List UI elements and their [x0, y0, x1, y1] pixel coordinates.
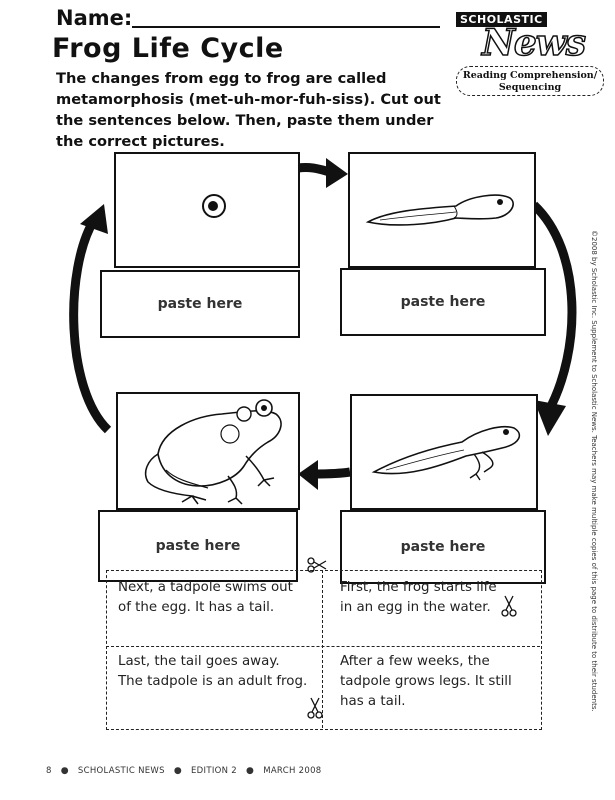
- tadpole-with-legs-icon: [352, 396, 536, 508]
- sentence-line: The tadpole is an adult frog.: [118, 674, 308, 689]
- instructions: The changes from egg to frog are called metamorphosis (met-uh-mor-fuh-siss). Cut out the sentences below. Then, paste them under the correct pictures.: [56, 70, 441, 150]
- badge-line-1: Reading Comprehension/: [462, 70, 598, 81]
- sentence-strip-4[interactable]: [340, 652, 512, 712]
- scissors-icon: [306, 696, 324, 720]
- paste-box-2[interactable]: paste here: [340, 268, 546, 336]
- picture-box-egg: [114, 152, 300, 268]
- frog-icon: [118, 394, 298, 508]
- page-title: Frog Life Cycle: [52, 33, 284, 64]
- paste-box-1[interactable]: paste here: [100, 270, 300, 338]
- picture-box-tadpole-legs: [350, 394, 538, 510]
- name-label: Name:: [56, 6, 133, 30]
- footer-edition: EDITION 2: [191, 766, 237, 776]
- sentence-line: in an egg in the water.: [340, 600, 491, 615]
- sentence-line: First, the frog starts life: [340, 580, 497, 595]
- egg-icon: [116, 154, 298, 266]
- sentence-line: tadpole grows legs. It still: [340, 674, 512, 689]
- cut-line-horizontal: [106, 646, 540, 647]
- picture-box-tadpole: [348, 152, 536, 268]
- paste-box-4[interactable]: paste here: [98, 510, 298, 582]
- paste-box-3[interactable]: paste here: [340, 510, 546, 584]
- sentence-line: of the egg. It has a tail.: [118, 600, 275, 615]
- footer-publication: SCHOLASTIC NEWS: [77, 766, 165, 776]
- sentence-line: has a tail.: [340, 694, 406, 709]
- scissors-icon: [500, 594, 518, 618]
- sentence-line: After a few weeks, the: [340, 654, 490, 669]
- logo-wordmark: News: [482, 22, 586, 64]
- picture-box-frog: [116, 392, 300, 510]
- page-number: 8: [46, 766, 52, 776]
- scissors-icon: [306, 556, 328, 574]
- page-footer: [46, 766, 321, 776]
- footer-separator-icon: ●: [246, 766, 255, 776]
- tadpole-icon: [350, 154, 534, 266]
- copyright-note: [588, 230, 598, 750]
- sentence-strip-3[interactable]: [118, 652, 307, 692]
- logo-brand: SCHOLASTIC: [456, 12, 547, 27]
- sentence-strip-2[interactable]: [340, 578, 497, 618]
- footer-separator-icon: ●: [60, 766, 69, 776]
- sentence-line: Last, the tail goes away.: [118, 654, 280, 669]
- copyright-text: ©2008 by Scholastic Inc. Supplement to Scholastic News. Teachers may make multiple copies of this page to distribute to their students.: [590, 230, 598, 712]
- badge-line-2: Sequencing: [498, 82, 562, 93]
- sentence-strip-1[interactable]: [118, 578, 293, 618]
- arrow-top-icon: [298, 158, 348, 188]
- footer-separator-icon: ●: [173, 766, 182, 776]
- footer-date: MARCH 2008: [263, 766, 322, 776]
- sentence-line: Next, a tadpole swims out: [118, 580, 293, 595]
- arrow-bottom-icon: [298, 460, 350, 490]
